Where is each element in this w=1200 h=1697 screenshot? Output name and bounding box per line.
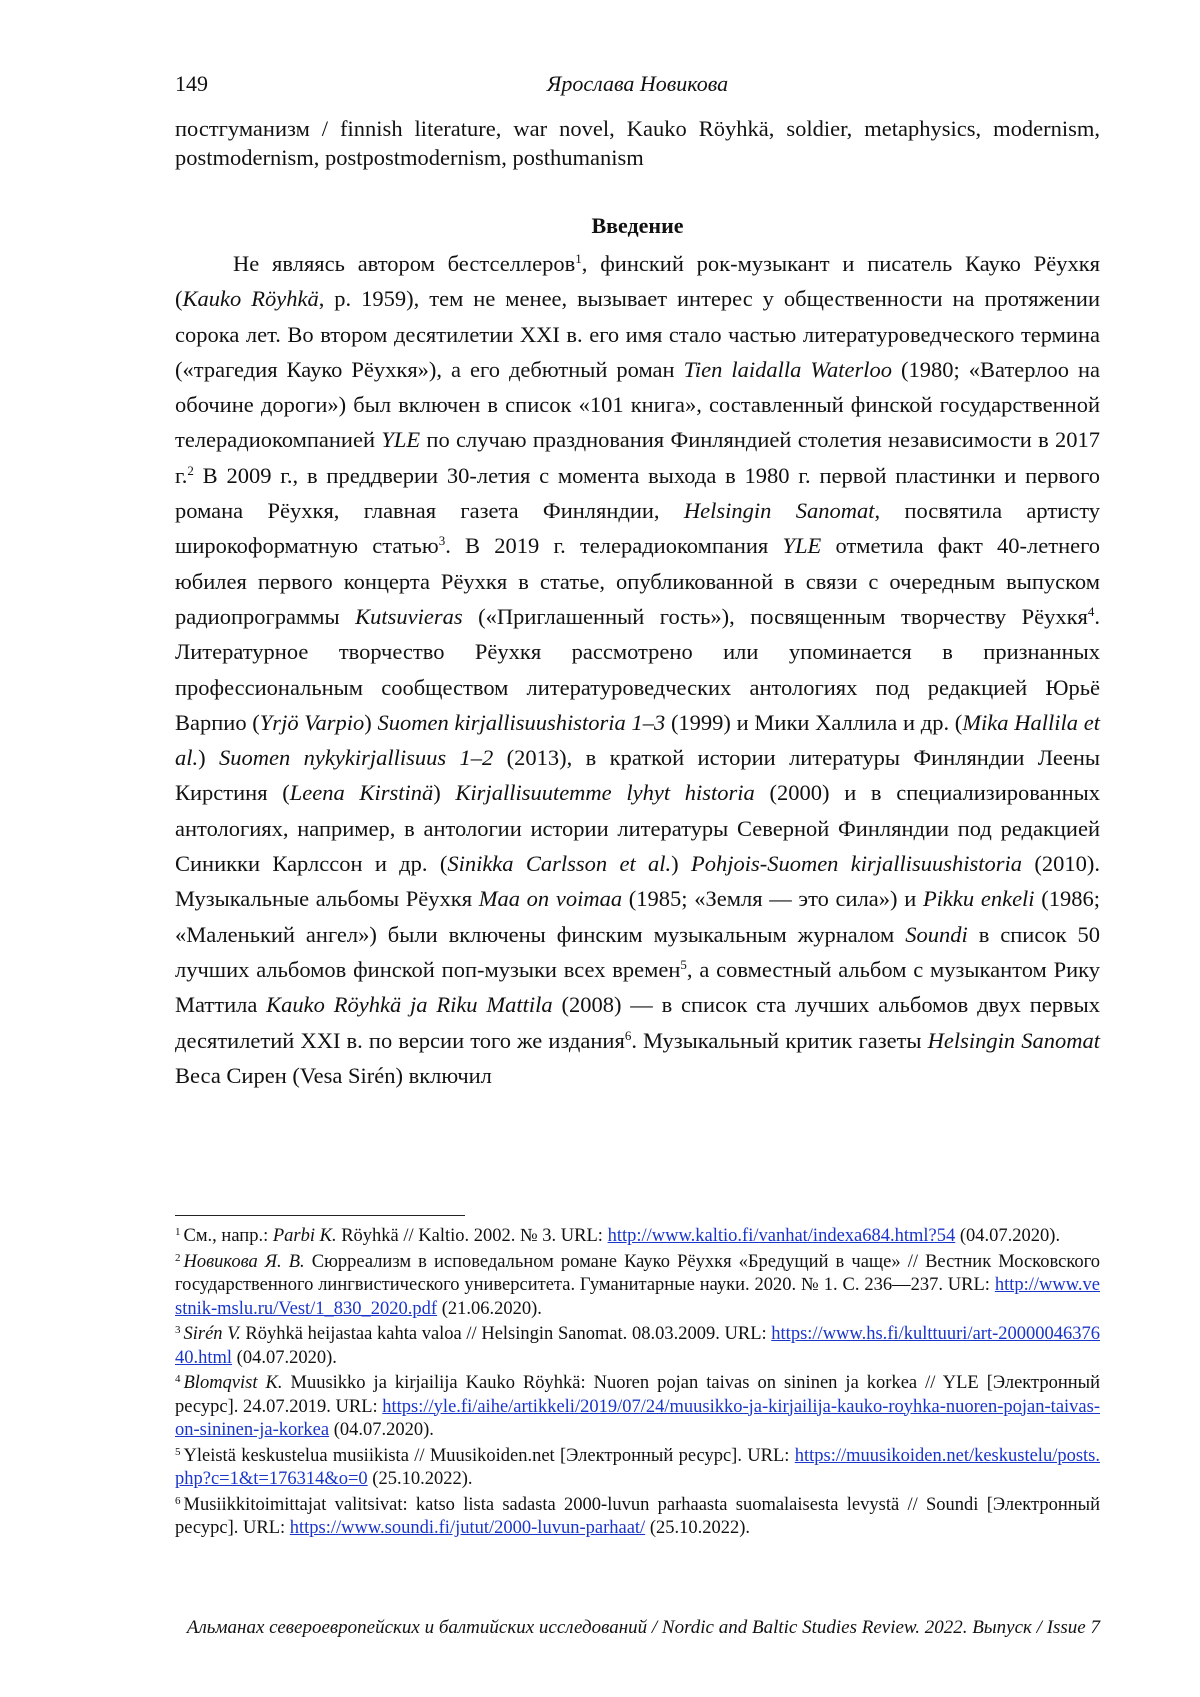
body-text-run: Веса Сирен (Vesa Sirén) включил (175, 1062, 492, 1088)
italic-title: YLE (782, 533, 822, 559)
footnote-text: (04.07.2020). (232, 1347, 337, 1368)
italic-title: Pikku enkeli (922, 886, 1035, 912)
body-text-run: (1980; «Ватерлоо на обочине дороги») был включен в список «101 книга», составленный финской государственной телерадиокомпанией (175, 356, 1101, 453)
footnote-marker: 3 (438, 533, 446, 549)
body-text-run: Не являясь автором бестселлеров (233, 251, 576, 276)
body-text-run: («Приглашенный гость»), посвященным творчеству Рёухкя (462, 603, 1088, 629)
body-paragraph (175, 246, 1100, 1093)
body-text-run: В 2009 г., в преддверии 30-летия с момента выхода в 1980 г. первой пластинки и первого романа Рёухкя, главная газета Финляндии, (175, 462, 1100, 524)
footnote-text: Röyhkä heijastaa kahta valoa // Helsingin Sanomat. 08.03.2009. URL: (240, 1324, 772, 1344)
body-text-run: , финский рок-музыкант и писатель Кауко Рёухкя ( (175, 251, 1100, 312)
italic-title: Mika Hallila et al. (175, 709, 1100, 771)
section-title: Введение (591, 213, 684, 238)
journal-footer: Альманах североевропейских и балтийских исследований / Nordic and Baltic Studies Review. 2022. Выпуск / Issue 7 (186, 1617, 1100, 1638)
footnote-author: Blomqvist K. (183, 1373, 283, 1393)
footnote-number: 3 (175, 1324, 181, 1336)
italic-title: Helsingin Sanomat (683, 498, 875, 524)
footnote-marker: 5 (680, 956, 687, 972)
footnote-number: 2 (175, 1251, 181, 1264)
italic-title: Sinikka Carlsson et al. (447, 851, 672, 877)
body-text-run: . В 2019 г. телерадиокомпания (445, 533, 783, 559)
footnote-text: (04.07.2020). (955, 1226, 1061, 1246)
italic-title: Yrjö Varpio (259, 709, 365, 735)
body-text-run: , р. 1959), тем не менее, вызывает интерес у общественности на протяжении сорока лет. Во втором десятилетии XXI в. его имя стало частью литературоведческого термина («трагедия Кауко Рёухкя»), а его дебютный роман (175, 286, 1100, 382)
body-text-run: . Музыкальный критик газеты (631, 1027, 928, 1053)
body-text-run: отметила факт 40-летнего юбилея первого концерта Рёухкя в статье, опубликованной в связи с очередным выпуском радиопрограммы (175, 533, 1101, 629)
body-text-run: , посвятила артисту широкоформатную статью (175, 498, 1100, 559)
keywords-line: постгуманизм / finnish literature, war novel, Kauko Röyhkä, soldier, metaphysics, modernism, postmodernism, postpostmodernism, posthumanism (175, 116, 1100, 170)
footnote-5 (175, 1445, 1100, 1492)
footnote-author: Parbi K. (272, 1226, 337, 1246)
italic-title: Kauko Röyhkä ja Riku Mattila (266, 992, 553, 1018)
italic-title: Suomen nykykirjallisuus 1–2 (219, 745, 494, 771)
italic-title: Pohjois-Suomen kirjallisuushistoria (690, 851, 1023, 877)
body-text-run: , а совместный альбом с музыкантом Рику Маттила (175, 956, 1100, 1018)
body-text (175, 246, 1100, 1093)
footnote-url-link[interactable]: https://yle.fi/aihe/artikkeli/2019/07/24/muusikko-ja-kirjailija-kauko-royhka-nuoren-pojan-taivas-on-sininen-ja-korkea (175, 1396, 1100, 1440)
body-text-run: ) (433, 780, 456, 806)
footnote-text: (25.10.2022). (645, 1518, 751, 1538)
running-head-author: Ярослава Новикова (546, 71, 729, 96)
footnote-text: Röyhkä // Kaltio. 2002. № 3. URL: (336, 1226, 608, 1246)
footnote-marker: 6 (624, 1027, 632, 1043)
italic-title: Maa on voimaa (478, 886, 623, 912)
page-header (175, 71, 1100, 101)
italic-title: Kirjallisuutemme lyhyt historia (455, 780, 755, 806)
body-text-run: ) (671, 851, 691, 877)
footnote-url-link[interactable]: http://www.vestnik-mslu.ru/Vest/1_830_2020.pdf (175, 1275, 1100, 1319)
footnote-separator (175, 1215, 465, 1216)
body-text-run: (1999) и Мики Халлила и др. ( (665, 709, 963, 735)
footnote-text: (21.06.2020). (437, 1298, 542, 1319)
body-text-run: . Литературное творчество Рёухкя рассмотрено или упоминается в признанных профессиональным сообществом литературоведческих антологиях под редакцией Юрьё Варпио ( (175, 603, 1101, 735)
footnote-marker: 2 (187, 462, 194, 478)
footnote-text: (04.07.2020). (329, 1420, 434, 1440)
footnote-marker: 4 (1087, 603, 1095, 619)
body-text-run: (2000) и в специализированных антологиях, например, в антологии истории литературы Северной Финляндии под редакцией Синикки Карлссон и др. ( (175, 780, 1100, 877)
footnote-4 (175, 1372, 1100, 1443)
footnote-url-link[interactable]: https://muusikoiden.net/keskustelu/posts.php?c=1&t=176314&o=0 (175, 1445, 1100, 1489)
footnote-text: Сюрреализм в исповедальном романе Кауко Рёухкя «Бредущий в чаще» // Вестник Московского государственного лингвистического университета. Гуманитарные науки. 2020. № 1. С. 236—237. URL: (175, 1251, 1100, 1295)
footnote-2 (175, 1251, 1100, 1322)
body-text-run: в список 50 лучших альбомов финской поп-музыки всех времен (175, 921, 1100, 982)
footnote-text: Musiikkitoimittajat valitsivat: katso lista sadasta 2000-luvun parhaasta suomalaisesta levystä // Soundi [Электронный ресурс]. URL: (175, 1494, 1100, 1538)
italic-title: Soundi (905, 921, 968, 947)
body-text-run: (1986; «Маленький ангел») были включены финским музыкальным журналом (175, 886, 1100, 947)
body-text-run: ) (364, 709, 378, 735)
italic-title: YLE (381, 427, 421, 453)
body-text-run: (2013), в краткой истории литературы Финляндии Леены Кирстиня ( (175, 745, 1100, 806)
body-text-run: (2010). Музыкальные альбомы Рёухкя (175, 851, 1100, 912)
footnote-text: Yleistä keskustelua musiikista // Muusikoiden.net [Электронный ресурс]. URL: (183, 1445, 795, 1466)
italic-title: Tien laidalla Waterloo (683, 356, 893, 382)
footnote-text: (25.10.2022). (367, 1469, 473, 1489)
footnote-url-link[interactable]: http://www.kaltio.fi/vanhat/indexa684.html?54 (607, 1226, 956, 1246)
footnote-number: 5 (175, 1445, 181, 1458)
footnotes-section (175, 1225, 1100, 1543)
footnote-marker: 1 (575, 251, 582, 266)
footnote-text: Muusikko ja kirjailija Kauko Röyhkä: Nuoren pojan taivas on sininen ja korkea // YLE [Электронный ресурс]. 24.07.2019. URL: (175, 1373, 1100, 1417)
footnote-text: См., напр.: (183, 1226, 273, 1246)
body-text-run: ) (198, 745, 220, 771)
footnote-number: 1 (175, 1226, 181, 1238)
italic-title: Helsingin Sanomat (927, 1027, 1101, 1053)
footnote-author: Sirén V. (183, 1324, 241, 1344)
italic-title: Kauko Röyhkä (182, 286, 319, 312)
footnote-number: 4 (175, 1373, 181, 1385)
footnote-3 (175, 1323, 1100, 1370)
footnote-1 (175, 1225, 1100, 1249)
body-text-run: по случаю празднования Финляндией столетия независимости в 2017 г. (175, 427, 1100, 488)
italic-title: Leena Kirstinä (289, 780, 434, 806)
page-number: 149 (175, 71, 208, 96)
body-text-run: (2008) — в список ста лучших альбомов двух первых десятилетий XXI в. по версии того же издания (175, 992, 1100, 1053)
italic-title: Suomen kirjallisuushistoria 1–3 (377, 709, 666, 735)
footnote-number: 6 (175, 1494, 181, 1507)
footnote-6 (175, 1494, 1100, 1541)
footnote-url-link[interactable]: https://www.soundi.fi/jutut/2000-luvun-parhaat/ (289, 1518, 646, 1538)
body-text-run: (1985; «Земля — это сила») и (622, 886, 923, 912)
footnote-url-link[interactable]: https://www.hs.fi/kulttuuri/art-2000004637640.html (175, 1324, 1100, 1368)
italic-title: Kutsuvieras (355, 603, 463, 629)
footnote-author: Новикова Я. В. (183, 1251, 305, 1272)
